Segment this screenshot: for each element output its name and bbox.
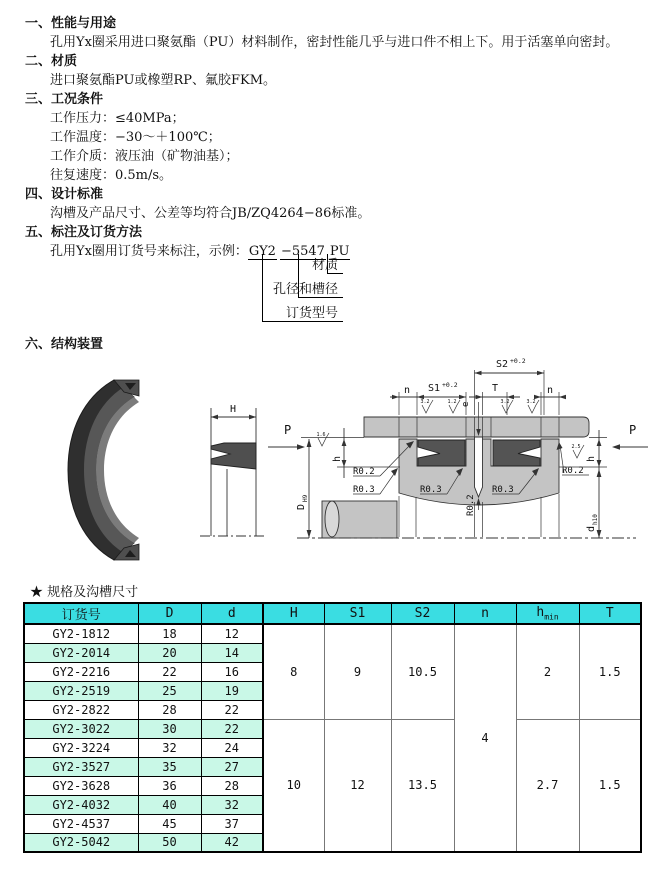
cell-hmin-group-top: 2	[516, 624, 579, 719]
cell-model: GY2-3628	[24, 776, 138, 795]
dim-n-right-label: n	[546, 385, 554, 396]
col-header-D: D	[138, 603, 201, 624]
order-code-series: GY2	[248, 244, 276, 259]
roughness-1-6-icon: 1.6	[316, 432, 326, 438]
col-header-n: n	[454, 603, 516, 624]
col-header-hmin: $h_{min}$	[516, 603, 579, 624]
dim-t-label: T	[491, 383, 499, 394]
cell-model: GY2-4537	[24, 814, 138, 833]
section-5-heading: 五、标注及订货方法	[25, 225, 143, 240]
section-2-line: 进口聚氨酯PU或橡塑RP、氟胶FKM。	[50, 73, 277, 88]
cell-d: 14	[201, 643, 263, 662]
cell-D: 36	[138, 776, 201, 795]
cell-D: 32	[138, 738, 201, 757]
radius-callout: R0.2	[353, 467, 375, 477]
cell-H-group-top: 8	[263, 624, 324, 719]
dim-bore-diameter-label: D	[296, 503, 307, 510]
cell-model: GY2-3224	[24, 738, 138, 757]
cell-d: 28	[201, 776, 263, 795]
cell-S1-group-bottom: 12	[324, 719, 391, 852]
cell-S2-group-bottom: 13.5	[391, 719, 454, 852]
dim-s2-tolerance: +0.2	[510, 357, 526, 365]
cell-D: 18	[138, 624, 201, 643]
pressure-right-label: P	[629, 423, 637, 437]
cell-d: 42	[201, 833, 263, 852]
cell-model: GY2-2014	[24, 643, 138, 662]
cell-D: 45	[138, 814, 201, 833]
cell-hmin-group-bottom: 2.7	[516, 719, 579, 852]
ordering-intro: 孔用Yx圈用订货号来标注，示例：	[50, 244, 248, 259]
section-3-heading: 三、工况条件	[25, 92, 104, 107]
yx-profile	[211, 443, 256, 469]
table-row	[24, 624, 641, 643]
cell-d: 37	[201, 814, 263, 833]
dim-s1-label: S1	[427, 383, 441, 394]
section-1-line: 孔用Yx圈采用进口聚氨酯（PU）材料制作，密封性能几乎与进口件不相上下。用于活塞单向密封。	[50, 35, 619, 50]
cell-D: 35	[138, 757, 201, 776]
cell-H-group-bottom: 10	[263, 719, 324, 852]
cell-model: GY2-3527	[24, 757, 138, 776]
cell-model: GY2-5042	[24, 833, 138, 852]
cell-T-group-bottom: 1.5	[579, 719, 641, 852]
cell-d: 16	[201, 662, 263, 681]
col-header-H: H	[263, 603, 324, 624]
dim-h-right-label: h	[586, 455, 597, 462]
roughness-1-2-icon: 1.2	[447, 399, 457, 405]
roughness-3-2-icon: 3.2	[500, 399, 510, 405]
radius-callout: R0.3	[420, 485, 442, 495]
section-3-line: 工作压力：≤40MPa；	[50, 111, 185, 126]
cell-model: GY2-4032	[24, 795, 138, 814]
dim-s1-tolerance: +0.2	[442, 381, 458, 389]
assembly-drawing	[268, 357, 648, 538]
cell-T-group-top: 1.5	[579, 624, 641, 719]
cell-S2-group-top: 10.5	[391, 624, 454, 719]
dim-bore-fit-label: H9	[302, 494, 309, 502]
cell-d: 12	[201, 624, 263, 643]
seal-right	[493, 440, 540, 466]
table-caption: ★ 规格及沟槽尺寸	[30, 585, 139, 600]
cell-S1-group-top: 9	[324, 624, 391, 719]
cell-D: 50	[138, 833, 201, 852]
callout-label-bore: 孔径和槽径	[272, 282, 338, 297]
roughness-3-2-icon: 3.2	[420, 399, 430, 405]
callout-label-model: 订货型号	[285, 306, 338, 321]
radius-callout: R0.3	[492, 485, 514, 495]
cell-model: GY2-2822	[24, 700, 138, 719]
section-6-heading: 六、结构装置	[25, 337, 104, 352]
seal-3d-view	[68, 380, 139, 560]
section-3-line: 往复速度：0.5m/s。	[50, 168, 173, 183]
cell-n: 4	[454, 624, 516, 852]
order-code-material: PU	[329, 244, 350, 259]
table-header-row	[24, 603, 641, 624]
cell-d: 19	[201, 681, 263, 700]
spec-table	[23, 602, 642, 853]
cell-model: GY2-1812	[24, 624, 138, 643]
section-3-line: 工作介质：液压油（矿物油基）；	[50, 149, 239, 164]
roughness-3-2-icon: 3.2	[526, 399, 536, 405]
center-slot	[475, 437, 483, 497]
cell-d: 32	[201, 795, 263, 814]
col-header-d: d	[201, 603, 263, 624]
table-row	[24, 719, 641, 738]
cylinder-wall	[364, 417, 589, 437]
radius-callout: R0.2	[466, 494, 476, 516]
radius-callout: R0.3	[353, 485, 375, 495]
section-4-heading: 四、设计标准	[25, 187, 104, 202]
section-3-line: 工作温度：−30～＋100℃；	[50, 130, 221, 145]
section-2-heading: 二、材质	[25, 54, 78, 69]
dim-e-label: e	[461, 401, 471, 407]
cell-D: 25	[138, 681, 201, 700]
seal-cross-section	[200, 404, 267, 536]
cell-d: 24	[201, 738, 263, 757]
order-code-size: −5547	[280, 244, 325, 259]
col-header-S1: S1	[324, 603, 391, 624]
section-1-heading: 一、性能与用途	[25, 16, 117, 31]
cell-d: 22	[201, 700, 263, 719]
cell-D: 20	[138, 643, 201, 662]
dim-H-label: H	[229, 404, 237, 415]
dim-rod-diameter-label: d	[586, 525, 597, 532]
cell-model: GY2-2216	[24, 662, 138, 681]
dim-h-left-label: h	[332, 455, 343, 462]
seal-left	[418, 440, 465, 466]
cell-model: GY2-3022	[24, 719, 138, 738]
col-header-model: 订货号	[24, 603, 138, 624]
cell-D: 28	[138, 700, 201, 719]
col-header-T: T	[579, 603, 641, 624]
radius-callout: R0.2	[562, 466, 584, 476]
cell-D: 40	[138, 795, 201, 814]
callout-label-material: 材质	[311, 258, 338, 273]
section-4-line: 沟槽及产品尺寸、公差等均符合JB/ZQ4264−86标准。	[50, 206, 371, 221]
cell-D: 22	[138, 662, 201, 681]
cell-D: 30	[138, 719, 201, 738]
cell-d: 22	[201, 719, 263, 738]
cell-d: 27	[201, 757, 263, 776]
col-header-S2: S2	[391, 603, 454, 624]
roughness-2-5-icon: 2.5	[571, 444, 581, 450]
cell-model: GY2-2519	[24, 681, 138, 700]
text-sections	[25, 14, 635, 261]
dim-s2-label: S2	[495, 359, 509, 370]
dim-rod-fit-label: h10	[592, 514, 599, 525]
dim-n-left-label: n	[403, 385, 411, 396]
structure-diagram	[54, 350, 654, 575]
pressure-left-label: P	[284, 423, 292, 437]
